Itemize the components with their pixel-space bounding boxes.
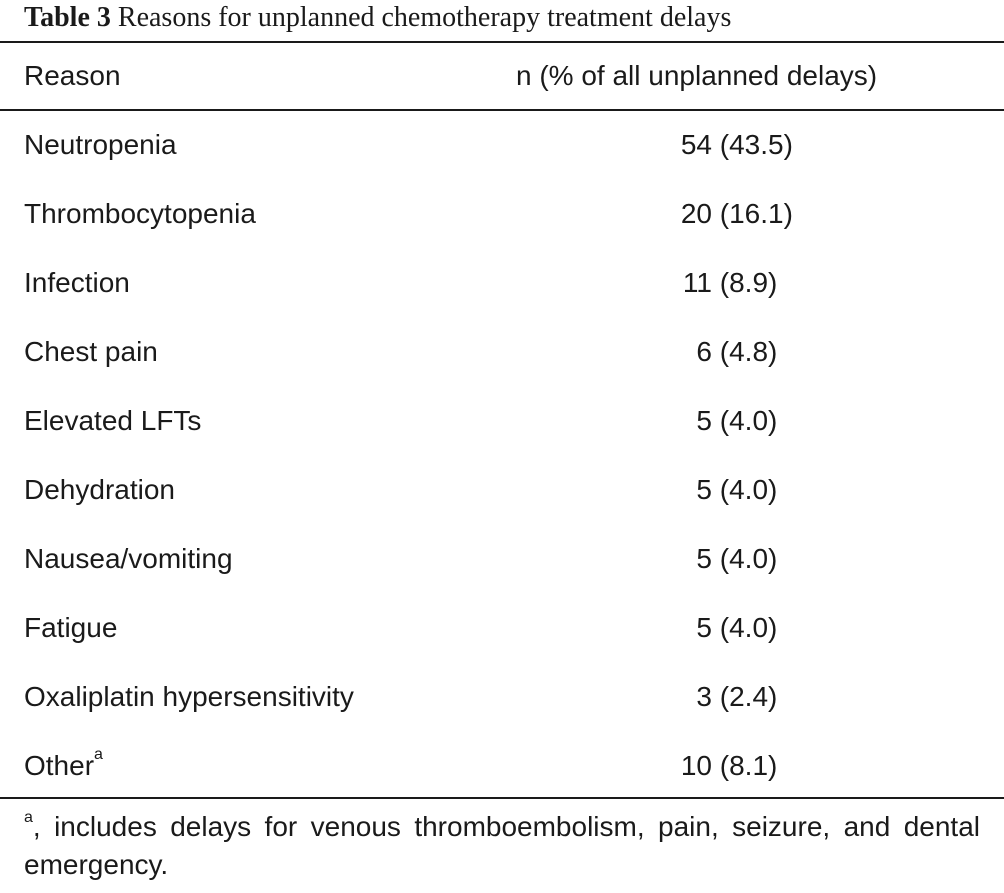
percent-value: (43.5)	[719, 129, 793, 160]
cell-reason	[24, 197, 256, 231]
table-row	[0, 111, 1004, 180]
cell-count	[676, 404, 816, 438]
table-label: Table 3	[24, 2, 111, 33]
reason-text: Dehydration	[24, 474, 175, 505]
cell-count	[676, 335, 816, 369]
table-row	[0, 732, 1004, 801]
table-footnote	[24, 808, 980, 884]
count-value: 5	[696, 405, 712, 436]
cell-count	[676, 266, 816, 300]
cell-reason	[24, 473, 175, 507]
reason-text: Nausea/vomiting	[24, 543, 233, 574]
reason-text: Chest pain	[24, 336, 158, 367]
table-row	[0, 318, 1004, 387]
cell-reason	[24, 745, 103, 783]
reason-text: Neutropenia	[24, 129, 177, 160]
reason-text: Thrombocytopenia	[24, 198, 256, 229]
cell-reason	[24, 266, 130, 300]
table-header-row	[0, 43, 1004, 109]
count-value: 3	[696, 681, 712, 712]
column-header-reason: Reason	[24, 60, 121, 91]
cell-reason	[24, 404, 201, 438]
cell-count	[676, 473, 816, 507]
cell-count	[676, 128, 816, 162]
count-value: 10	[680, 750, 712, 781]
reason-text: Fatigue	[24, 612, 118, 643]
percent-value: (4.0)	[719, 405, 778, 436]
table-body	[0, 111, 1004, 797]
reason-text: Other	[24, 750, 95, 781]
table-title: Reasons for unplanned chemotherapy treatment delays	[117, 2, 732, 33]
table-row	[0, 249, 1004, 318]
count-value: 54	[680, 129, 712, 160]
count-value: 5	[696, 543, 712, 574]
percent-value: (2.4)	[719, 681, 778, 712]
table-row	[0, 180, 1004, 249]
reason-text: Infection	[24, 267, 130, 298]
cell-count	[676, 197, 816, 231]
table-row	[0, 387, 1004, 456]
cell-reason	[24, 335, 158, 369]
percent-value: (8.9)	[719, 267, 778, 298]
table-row	[0, 456, 1004, 525]
cell-count	[676, 542, 816, 576]
percent-value: (4.0)	[719, 474, 778, 505]
percent-value: (8.1)	[719, 750, 778, 781]
cell-count	[676, 680, 816, 714]
reason-text: Elevated LFTs	[24, 405, 202, 436]
cell-reason	[24, 542, 233, 576]
percent-value: (4.8)	[719, 336, 778, 367]
cell-count	[676, 749, 816, 783]
percent-value: (16.1)	[719, 198, 793, 229]
cell-count	[676, 611, 816, 645]
bottom-rule	[0, 797, 1004, 799]
percent-value: (4.0)	[719, 543, 778, 574]
count-value: 11	[682, 267, 712, 298]
count-value: 5	[696, 474, 712, 505]
table-row	[0, 663, 1004, 732]
table-row	[0, 525, 1004, 594]
cell-reason	[24, 680, 354, 714]
reason-text: Oxaliplatin hypersensitivity	[24, 681, 354, 712]
count-value: 6	[696, 336, 712, 367]
footnote-text: , includes delays for venous thromboembolism, pain, seizure, and dental emergency.	[24, 811, 980, 880]
footnote-marker: a	[94, 745, 103, 763]
table-row	[0, 594, 1004, 663]
cell-reason	[24, 611, 117, 645]
percent-value: (4.0)	[719, 612, 778, 643]
footnote-marker: a	[24, 808, 33, 826]
count-value: 20	[680, 198, 712, 229]
column-header-count: n (% of all unplanned delays)	[516, 60, 878, 91]
cell-reason	[24, 128, 177, 162]
table-caption	[24, 0, 731, 40]
count-value: 5	[696, 612, 712, 643]
